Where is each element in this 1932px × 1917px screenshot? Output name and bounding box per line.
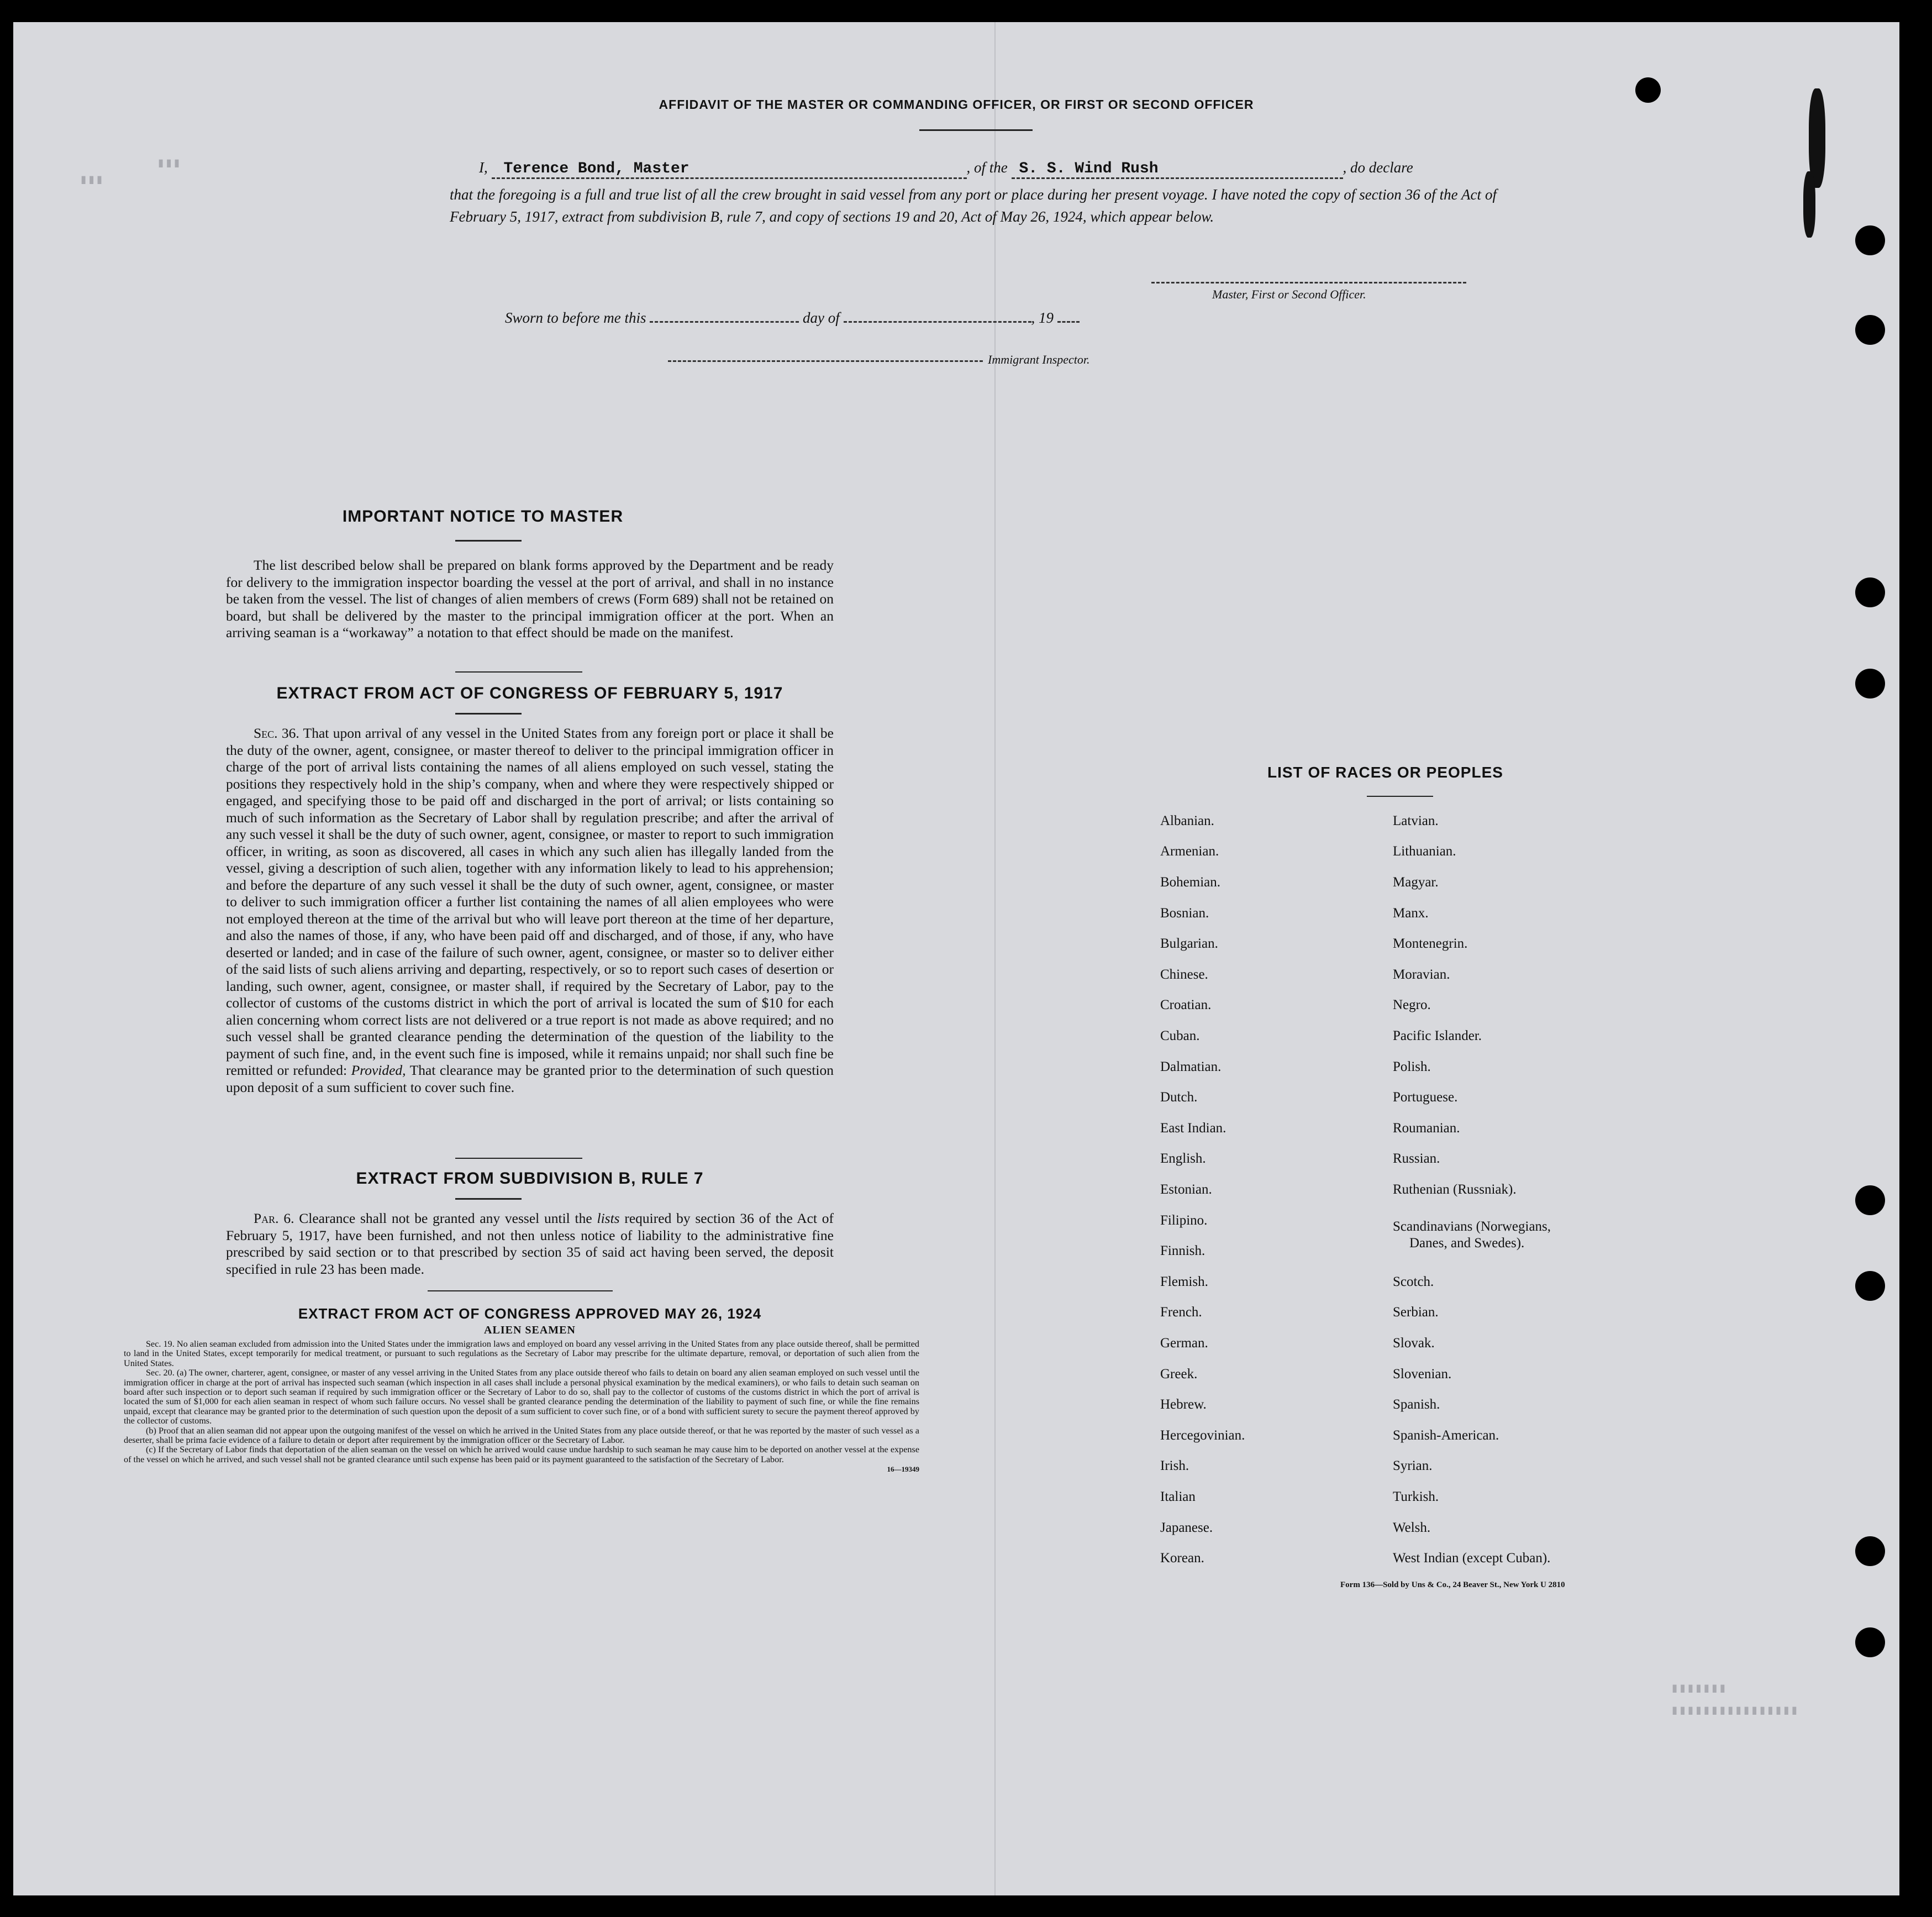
- declarant-name: Terence Bond, Master: [503, 160, 689, 177]
- race-item: Finnish.: [1160, 1243, 1205, 1258]
- declare-label: , do declare: [1343, 159, 1413, 176]
- race-item: Flemish.: [1160, 1274, 1208, 1289]
- vessel-field: [1012, 159, 1343, 179]
- race-item: Russian.: [1393, 1151, 1440, 1166]
- extract-1924-title: EXTRACT FROM ACT OF CONGRESS APPROVED MAY 26, 1924: [298, 1305, 762, 1322]
- sworn-line: [505, 309, 1080, 327]
- race-item: Bohemian.: [1160, 875, 1221, 890]
- race-item: Japanese.: [1160, 1520, 1213, 1535]
- notice-body: [226, 557, 834, 642]
- notice-title: IMPORTANT NOTICE TO MASTER: [342, 507, 624, 526]
- race-item: Filipino.: [1160, 1213, 1208, 1228]
- par-6-label: Par. 6.: [254, 1210, 294, 1226]
- race-item: Italian: [1160, 1489, 1196, 1504]
- race-item: English.: [1160, 1151, 1206, 1166]
- race-item: Estonian.: [1160, 1182, 1212, 1197]
- print-code: 16—19349: [887, 1465, 919, 1474]
- race-item: Moravian.: [1393, 967, 1450, 982]
- punch-hole: [1855, 1271, 1885, 1301]
- race-item: French.: [1160, 1305, 1202, 1320]
- race-item: Polish.: [1393, 1059, 1431, 1074]
- race-item: Montenegrin.: [1393, 936, 1468, 951]
- punch-hole: [1855, 1627, 1885, 1657]
- punch-hole: [1855, 1536, 1885, 1566]
- signature-label: Master, First or Second Officer.: [1212, 287, 1366, 301]
- sec-36-text-end: That clearance may be granted prior to the determination of such question upon deposit of a sum sufficient to cover such fine.: [226, 1062, 834, 1095]
- sec-20b-text: (b) Proof that an alien seaman did not appear upon the outgoing manifest of the vessel on which he arrived in the United States from any place outside thereof, or that he was reported by the master of such vessel as a deserter, shall be prima facie evidence of a failure to detain or deport after requirement by the immigration officer or the Secretary of Labor.: [124, 1425, 919, 1446]
- race-item: Portuguese.: [1393, 1090, 1458, 1105]
- show-through-text: ▮▮▮▮▮▮▮: [1671, 1682, 1727, 1697]
- race-item: Spanish-American.: [1393, 1428, 1499, 1443]
- show-through-text: ▮▮▮: [157, 156, 181, 171]
- section-rule: [455, 671, 582, 673]
- races-title: LIST OF RACES OR PEOPLES: [1267, 764, 1503, 781]
- sworn-month-field: [844, 321, 1031, 323]
- race-item: Dutch.: [1160, 1090, 1198, 1105]
- race-item: Roumanian.: [1393, 1121, 1460, 1136]
- race-item: Negro.: [1393, 997, 1431, 1012]
- document-page: [13, 22, 1899, 1895]
- race-item: Slovenian.: [1393, 1367, 1452, 1382]
- race-item: Bosnian.: [1160, 906, 1209, 921]
- declaration-line: [479, 159, 1501, 179]
- show-through-text: ▮▮▮▮▮▮▮▮▮▮▮▮▮▮▮▮: [1671, 1704, 1799, 1719]
- year-label: , 19: [1031, 309, 1054, 326]
- page-fold: [994, 22, 996, 1895]
- show-through-text: ▮▮▮: [80, 173, 104, 188]
- extract-rule7-body: [226, 1210, 834, 1278]
- sworn-day-field: [650, 321, 799, 323]
- race-item: Scotch.: [1393, 1274, 1434, 1289]
- extract-rule7-rule: [455, 1198, 522, 1200]
- race-item: Korean.: [1160, 1551, 1204, 1566]
- race-item: Danes, and Swedes).: [1409, 1236, 1525, 1251]
- sec-36-text: That upon arrival of any vessel in the United States from any foreign port or place it shall be the duty of the owner, agent, consignee, or master thereof to deliver to the principal immigration officer in charge of the port of arrival lists containing the names of all aliens employed on such vessel, stating the positions they respectively hold in the ship’s company, when and where they were respectively shipped or engaged, and specifying those to be paid off and discharged in the port of arrival; or lists containing so much of such information as the Secretary of Labor shall by regulation prescribe; and after the arrival of any such vessel it shall be the duty of such owner, agent, consignee, or master to report to such immigration officer, in writing, as soon as discovered, all cases in which any such alien has illegally landed from the vessel, giving a description of such alien, together with any information likely to lead to his apprehension; and before the departure of any such vessel it shall be the duty of such owner, agent, consignee, or master to deliver to such immigration officer a further list containing the names of all alien employees who were not employed thereon at the time of the arrival but who will leave port thereon at the time of her departure, and also the names of those, if any, who have been paid off and discharged, and of those, if any, who have deserted or landed; and in case of the failure of such owner, agent, consignee, or master so to deliver either of the said lists of such aliens arriving and departing, respectively, or so to report such cases of desertion or landing, such owner, agent, consignee, or master shall, if required by the Secretary of Labor, pay to the collector of customs of the customs district in which the port of arrival is located the sum of $10 for each alien concerning whom correct lists are not delivered or a true report is not made as above required; and no such vessel shall be granted clearance pending the determination of the question of the liability to the payment of such fine, and, in the event such fine is imposed, while it remains unpaid; nor shall such fine be remitted or refunded:: [226, 725, 834, 1078]
- extract-1917-rule: [455, 713, 522, 715]
- of-the-label: , of the: [966, 159, 1008, 176]
- race-item: Lithuanian.: [1393, 844, 1456, 859]
- race-item: Hebrew.: [1160, 1397, 1207, 1412]
- sec-20c-text: (c) If the Secretary of Labor finds that deportation of the alien seaman on the vessel on which he arrived would cause undue hardship to such seaman he may cause him to be deported on another vessel at the expense of the vessel on which he arrived, and such vessel shall not be granted clearance until such expense has been paid or its payment guaranteed to the satisfaction of the Secretary of Labor.: [124, 1445, 919, 1464]
- race-item: Welsh.: [1393, 1520, 1431, 1535]
- declarant-field: [492, 159, 967, 179]
- punch-hole: [1855, 1185, 1885, 1215]
- ink-smudge: [1803, 171, 1815, 238]
- vessel-name: S. S. Wind Rush: [1019, 160, 1159, 177]
- extract-rule7-title: EXTRACT FROM SUBDIVISION B, RULE 7: [356, 1169, 704, 1188]
- par-6-text: Clearance shall not be granted any vessel until the: [299, 1210, 592, 1226]
- race-item: Ruthenian (Russniak).: [1393, 1182, 1517, 1197]
- inspector-label: Immigrant Inspector.: [988, 353, 1090, 366]
- race-item: Irish.: [1160, 1458, 1189, 1473]
- signature-line: [1151, 282, 1466, 283]
- race-item: Serbian.: [1393, 1305, 1439, 1320]
- lists-word: lists: [597, 1210, 620, 1226]
- race-item: Magyar.: [1393, 875, 1439, 890]
- race-item: Turkish.: [1393, 1489, 1439, 1504]
- sec-36-label: Sec. 36.: [254, 725, 299, 741]
- extract-1924-body: [124, 1340, 919, 1474]
- sworn-label: Sworn to before me this: [505, 309, 646, 326]
- race-item: Latvian.: [1393, 813, 1439, 828]
- sworn-year-field: [1057, 321, 1080, 323]
- race-item: Bulgarian.: [1160, 936, 1218, 951]
- affidavit-body: that the foregoing is a full and true list of all the crew brought in said vessel from any port or place during her present voyage. I have noted the copy of section 36 of the Act of February 5, 1917, extract from subdivision B, rule 7, and copy of sections 19 and 20, Act of May 26, 1924, which appear below.: [450, 186, 1497, 225]
- provided-label: Provided,: [351, 1062, 406, 1078]
- race-item: Dalmatian.: [1160, 1059, 1222, 1074]
- day-of-label: day of: [803, 309, 840, 326]
- race-item: Armenian.: [1160, 844, 1219, 859]
- extract-1917-body: [226, 725, 834, 1096]
- title-rule: [919, 129, 1033, 131]
- race-item: Slovak.: [1393, 1336, 1435, 1351]
- section-rule: [428, 1290, 613, 1291]
- races-rule: [1367, 796, 1433, 797]
- punch-hole: [1855, 225, 1885, 255]
- extract-1917-title: EXTRACT FROM ACT OF CONGRESS OF FEBRUARY 5, 1917: [276, 684, 783, 702]
- sec-19-text: Sec. 19. No alien seaman excluded from admission into the United States under the immigration laws and employed on board any vessel arriving in the United States from any place outside thereof, shall be permitted to land in the United States, except temporarily for medical treatment, or pursuant to such regulations as the Secretary of Labor may prescribe for the ultimate departure, removal, or deportation of such alien from the United States.: [124, 1339, 919, 1368]
- par-6-text-end: required by section 36 of the Act of February 5, 1917, have been furnished, and not then unless notice of liability to the administrative fine prescribed by said section or to that prescribed by section 35 of said act having been served, the deposit specified in rule 23 has been made.: [226, 1210, 834, 1277]
- race-item: Pacific Islander.: [1393, 1028, 1482, 1043]
- race-item: Greek.: [1160, 1367, 1198, 1382]
- alien-seamen-subtitle: ALIEN SEAMEN: [484, 1324, 576, 1336]
- punch-hole: [1855, 669, 1885, 698]
- declarant-prefix: I,: [479, 159, 488, 176]
- section-rule: [455, 1158, 582, 1159]
- sec-20a-text: Sec. 20. (a) The owner, charterer, agent, consignee, or master of any vessel arriving in the United States from any place outside thereof who fails to detain on board any alien seaman employed on such vessel until the immigration officer in charge at the port of arrival has inspected such seaman (which inspection in all cases shall include a personal physical examination by the medical examiners), or who fails to detain such seaman on board after such inspection or to deport such seaman if required by such immigration officer or the Secretary of Labor to do so, shall pay to the collector of customs of the customs district in which the port of arrival is located the sum of $1,000 for each alien seaman in respect of whom such failure occurs. No vessel shall be granted clearance pending the determination of the liability to payment of such fine, or while the fine remains unpaid, except that clearance may be granted prior to the determination of such question upon the deposit of a sum sufficient to cover such fine, or of a bond with sufficient surety to secure the payment thereof approved by the collector of customs.: [124, 1368, 919, 1426]
- notice-text: The list described below shall be prepared on blank forms approved by the Department and be ready for delivery to the immigration inspector boarding the vessel at the port of arrival, and shall in no instance be taken from the vessel. The list of changes of alien members of crews (Form 689) shall not be retained on board, but shall be delivered by the master to the principal immigration officer at the port. When an arriving seaman is a “workaway” a notation to that effect should be made on the manifest.: [226, 557, 834, 640]
- race-item: West Indian (except Cuban).: [1393, 1551, 1551, 1566]
- affidavit-title: AFFIDAVIT OF THE MASTER OR COMMANDING OFFICER, OR FIRST OR SECOND OFFICER: [659, 97, 1254, 112]
- race-item: Spanish.: [1393, 1397, 1440, 1412]
- punch-hole: [1855, 315, 1885, 345]
- race-item: Hercegovinian.: [1160, 1428, 1245, 1443]
- race-item: East Indian.: [1160, 1121, 1226, 1136]
- race-item: Croatian.: [1160, 997, 1212, 1012]
- inspector-line: [668, 360, 983, 362]
- race-item: Scandinavians (Norwegians,: [1393, 1219, 1551, 1234]
- punch-hole: [1855, 577, 1885, 607]
- race-item: Manx.: [1393, 906, 1429, 921]
- notice-rule: [455, 540, 522, 542]
- race-item: Cuban.: [1160, 1028, 1200, 1043]
- race-item: German.: [1160, 1336, 1208, 1351]
- race-item: Syrian.: [1393, 1458, 1433, 1473]
- race-item: Chinese.: [1160, 967, 1208, 982]
- form-note: Form 136—Sold by Uns & Co., 24 Beaver St., New York U 2810: [1340, 1580, 1565, 1589]
- race-item: Albanian.: [1160, 813, 1214, 828]
